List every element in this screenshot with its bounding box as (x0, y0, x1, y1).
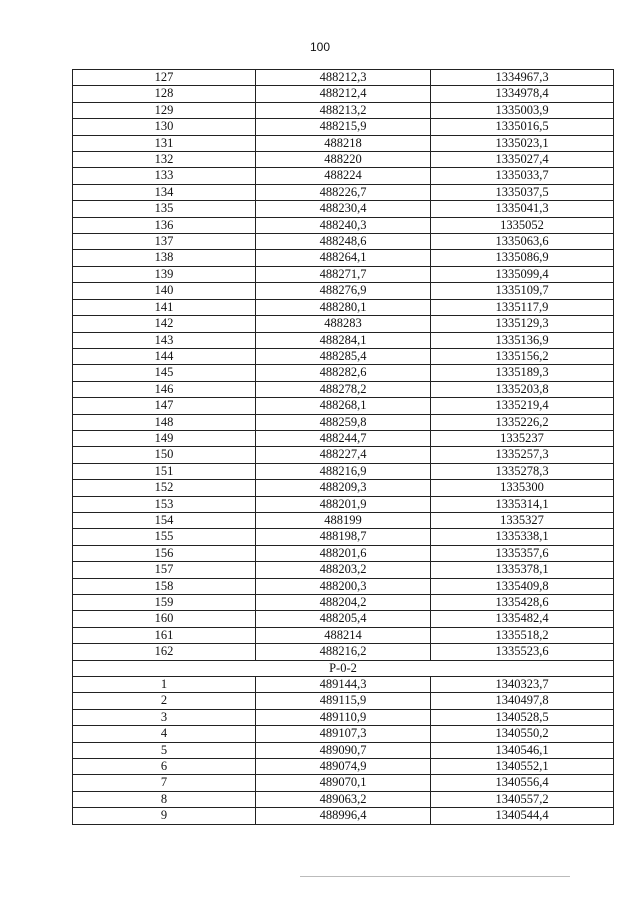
x-coordinate-cell: 489090,7 (256, 742, 431, 758)
table-row (73, 348, 614, 364)
table-row (73, 562, 614, 578)
x-coordinate-cell: 488276,9 (256, 283, 431, 299)
y-coordinate-cell: 1340544,4 (431, 808, 614, 824)
point-number-cell: 152 (73, 480, 256, 496)
table-row (73, 447, 614, 463)
point-number-cell: 138 (73, 250, 256, 266)
table-row (73, 152, 614, 168)
x-coordinate-cell: 488240,3 (256, 217, 431, 233)
table-row (73, 119, 614, 135)
table-row (73, 234, 614, 250)
point-number-cell: 146 (73, 381, 256, 397)
point-number-cell: 141 (73, 299, 256, 315)
scan-edge-bottom (300, 876, 570, 877)
x-coordinate-cell: 488278,2 (256, 381, 431, 397)
point-number-cell: 131 (73, 135, 256, 151)
table-row (73, 430, 614, 446)
x-coordinate-cell: 488205,4 (256, 611, 431, 627)
table-row (73, 480, 614, 496)
x-coordinate-cell: 488220 (256, 152, 431, 168)
table-row (73, 595, 614, 611)
x-coordinate-cell: 489074,9 (256, 759, 431, 775)
point-number-cell: 7 (73, 775, 256, 791)
x-coordinate-cell: 488218 (256, 135, 431, 151)
x-coordinate-cell: 488280,1 (256, 299, 431, 315)
point-number-cell: 153 (73, 496, 256, 512)
y-coordinate-cell: 1335117,9 (431, 299, 614, 315)
y-coordinate-cell: 1335378,1 (431, 562, 614, 578)
point-number-cell: 151 (73, 463, 256, 479)
y-coordinate-cell: 1334967,3 (431, 70, 614, 86)
table-row (73, 70, 614, 86)
section-header-group (73, 660, 614, 676)
x-coordinate-cell: 488209,3 (256, 480, 431, 496)
x-coordinate-cell: 488201,9 (256, 496, 431, 512)
x-coordinate-cell: 488284,1 (256, 332, 431, 348)
x-coordinate-cell: 488203,2 (256, 562, 431, 578)
point-number-cell: 127 (73, 70, 256, 86)
x-coordinate-cell: 488204,2 (256, 595, 431, 611)
point-number-cell: 136 (73, 217, 256, 233)
table-row (73, 184, 614, 200)
y-coordinate-cell: 1335063,6 (431, 234, 614, 250)
y-coordinate-cell: 1335037,5 (431, 184, 614, 200)
x-coordinate-cell: 488226,7 (256, 184, 431, 200)
point-number-cell: 1 (73, 677, 256, 693)
table-row (73, 578, 614, 594)
point-number-cell: 134 (73, 184, 256, 200)
point-number-cell: 145 (73, 365, 256, 381)
point-number-cell: 161 (73, 627, 256, 643)
table-row (73, 775, 614, 791)
y-coordinate-cell: 1335136,9 (431, 332, 614, 348)
table-row (73, 398, 614, 414)
y-coordinate-cell: 1340557,2 (431, 791, 614, 807)
y-coordinate-cell: 1340497,8 (431, 693, 614, 709)
table-row (73, 529, 614, 545)
y-coordinate-cell: 1335129,3 (431, 316, 614, 332)
y-coordinate-cell: 1335189,3 (431, 365, 614, 381)
table-row (73, 414, 614, 430)
y-coordinate-cell: 1335314,1 (431, 496, 614, 512)
table-row (73, 86, 614, 102)
point-number-cell: 149 (73, 430, 256, 446)
point-number-cell: 8 (73, 791, 256, 807)
y-coordinate-cell: 1335027,4 (431, 152, 614, 168)
table-row (73, 496, 614, 512)
x-coordinate-cell: 488271,7 (256, 266, 431, 282)
table-row (73, 299, 614, 315)
x-coordinate-cell: 488201,6 (256, 545, 431, 561)
point-number-cell: 2 (73, 693, 256, 709)
x-coordinate-cell: 488268,1 (256, 398, 431, 414)
x-coordinate-cell: 489107,3 (256, 726, 431, 742)
point-number-cell: 162 (73, 644, 256, 660)
point-number-cell: 148 (73, 414, 256, 430)
y-coordinate-cell: 1335237 (431, 430, 614, 446)
y-coordinate-cell: 1335052 (431, 217, 614, 233)
table-row (73, 726, 614, 742)
x-coordinate-cell: 488200,3 (256, 578, 431, 594)
y-coordinate-cell: 1340546,1 (431, 742, 614, 758)
x-coordinate-cell: 488227,4 (256, 447, 431, 463)
coordinates-table-body-a (73, 70, 614, 661)
table-row (73, 266, 614, 282)
x-coordinate-cell: 488212,3 (256, 70, 431, 86)
point-number-cell: 157 (73, 562, 256, 578)
x-coordinate-cell: 488996,4 (256, 808, 431, 824)
y-coordinate-cell: 1335226,2 (431, 414, 614, 430)
point-number-cell: 133 (73, 168, 256, 184)
point-number-cell: 4 (73, 726, 256, 742)
y-coordinate-cell: 1340528,5 (431, 709, 614, 725)
y-coordinate-cell: 1335338,1 (431, 529, 614, 545)
point-number-cell: 154 (73, 512, 256, 528)
table-row (73, 316, 614, 332)
point-number-cell: 155 (73, 529, 256, 545)
table-row (73, 742, 614, 758)
point-number-cell: 132 (73, 152, 256, 168)
point-number-cell: 128 (73, 86, 256, 102)
y-coordinate-cell: 1334978,4 (431, 86, 614, 102)
coordinates-table (72, 69, 614, 825)
point-number-cell: 142 (73, 316, 256, 332)
table-row (73, 135, 614, 151)
table-row (73, 250, 614, 266)
table-row (73, 627, 614, 643)
y-coordinate-cell: 1335409,8 (431, 578, 614, 594)
y-coordinate-cell: 1340323,7 (431, 677, 614, 693)
table-row (73, 381, 614, 397)
y-coordinate-cell: 1340550,2 (431, 726, 614, 742)
y-coordinate-cell: 1335086,9 (431, 250, 614, 266)
y-coordinate-cell: 1335357,6 (431, 545, 614, 561)
y-coordinate-cell: 1335109,7 (431, 283, 614, 299)
x-coordinate-cell: 488285,4 (256, 348, 431, 364)
point-number-cell: 139 (73, 266, 256, 282)
y-coordinate-cell: 1335300 (431, 480, 614, 496)
x-coordinate-cell: 488244,7 (256, 430, 431, 446)
y-coordinate-cell: 1335327 (431, 512, 614, 528)
table-row (73, 201, 614, 217)
x-coordinate-cell: 489063,2 (256, 791, 431, 807)
table-row (73, 808, 614, 824)
table-row (73, 644, 614, 660)
x-coordinate-cell: 488216,9 (256, 463, 431, 479)
x-coordinate-cell: 488199 (256, 512, 431, 528)
table-row (73, 693, 614, 709)
y-coordinate-cell: 1335099,4 (431, 266, 614, 282)
table-row (73, 102, 614, 118)
y-coordinate-cell: 1335016,5 (431, 119, 614, 135)
table-row (73, 217, 614, 233)
y-coordinate-cell: 1340556,4 (431, 775, 614, 791)
point-number-cell: 159 (73, 595, 256, 611)
point-number-cell: 129 (73, 102, 256, 118)
table-row (73, 611, 614, 627)
table-row (73, 545, 614, 561)
point-number-cell: 3 (73, 709, 256, 725)
point-number-cell: 135 (73, 201, 256, 217)
x-coordinate-cell: 488212,4 (256, 86, 431, 102)
y-coordinate-cell: 1335219,4 (431, 398, 614, 414)
y-coordinate-cell: 1335156,2 (431, 348, 614, 364)
point-number-cell: 150 (73, 447, 256, 463)
x-coordinate-cell: 488283 (256, 316, 431, 332)
point-number-cell: 158 (73, 578, 256, 594)
point-number-cell: 143 (73, 332, 256, 348)
table-row (73, 365, 614, 381)
table-row (73, 759, 614, 775)
y-coordinate-cell: 1335257,3 (431, 447, 614, 463)
x-coordinate-cell: 488259,8 (256, 414, 431, 430)
x-coordinate-cell: 489144,3 (256, 677, 431, 693)
x-coordinate-cell: 488282,6 (256, 365, 431, 381)
y-coordinate-cell: 1335518,2 (431, 627, 614, 643)
x-coordinate-cell: 488213,2 (256, 102, 431, 118)
table-row (73, 463, 614, 479)
coordinates-table-body-b (73, 677, 614, 825)
section-header-row (73, 660, 614, 676)
point-number-cell: 144 (73, 348, 256, 364)
point-number-cell: 140 (73, 283, 256, 299)
x-coordinate-cell: 488214 (256, 627, 431, 643)
table-row (73, 512, 614, 528)
y-coordinate-cell: 1340552,1 (431, 759, 614, 775)
y-coordinate-cell: 1335003,9 (431, 102, 614, 118)
x-coordinate-cell: 488224 (256, 168, 431, 184)
table-row (73, 709, 614, 725)
table-row (73, 283, 614, 299)
point-number-cell: 147 (73, 398, 256, 414)
x-coordinate-cell: 488216,2 (256, 644, 431, 660)
x-coordinate-cell: 488198,7 (256, 529, 431, 545)
y-coordinate-cell: 1335482,4 (431, 611, 614, 627)
y-coordinate-cell: 1335203,8 (431, 381, 614, 397)
x-coordinate-cell: 489070,1 (256, 775, 431, 791)
table-row (73, 332, 614, 348)
point-number-cell: 160 (73, 611, 256, 627)
point-number-cell: 130 (73, 119, 256, 135)
y-coordinate-cell: 1335033,7 (431, 168, 614, 184)
table-row (73, 677, 614, 693)
point-number-cell: 137 (73, 234, 256, 250)
y-coordinate-cell: 1335523,6 (431, 644, 614, 660)
x-coordinate-cell: 489115,9 (256, 693, 431, 709)
y-coordinate-cell: 1335023,1 (431, 135, 614, 151)
point-number-cell: 156 (73, 545, 256, 561)
x-coordinate-cell: 488248,6 (256, 234, 431, 250)
point-number-cell: 6 (73, 759, 256, 775)
x-coordinate-cell: 489110,9 (256, 709, 431, 725)
x-coordinate-cell: 488215,9 (256, 119, 431, 135)
y-coordinate-cell: 1335041,3 (431, 201, 614, 217)
point-number-cell: 9 (73, 808, 256, 824)
point-number-cell: 5 (73, 742, 256, 758)
y-coordinate-cell: 1335278,3 (431, 463, 614, 479)
table-row (73, 168, 614, 184)
table-row (73, 791, 614, 807)
section-title: Р-0-2 (73, 660, 614, 676)
page-number: 100 (309, 40, 331, 54)
x-coordinate-cell: 488264,1 (256, 250, 431, 266)
x-coordinate-cell: 488230,4 (256, 201, 431, 217)
y-coordinate-cell: 1335428,6 (431, 595, 614, 611)
